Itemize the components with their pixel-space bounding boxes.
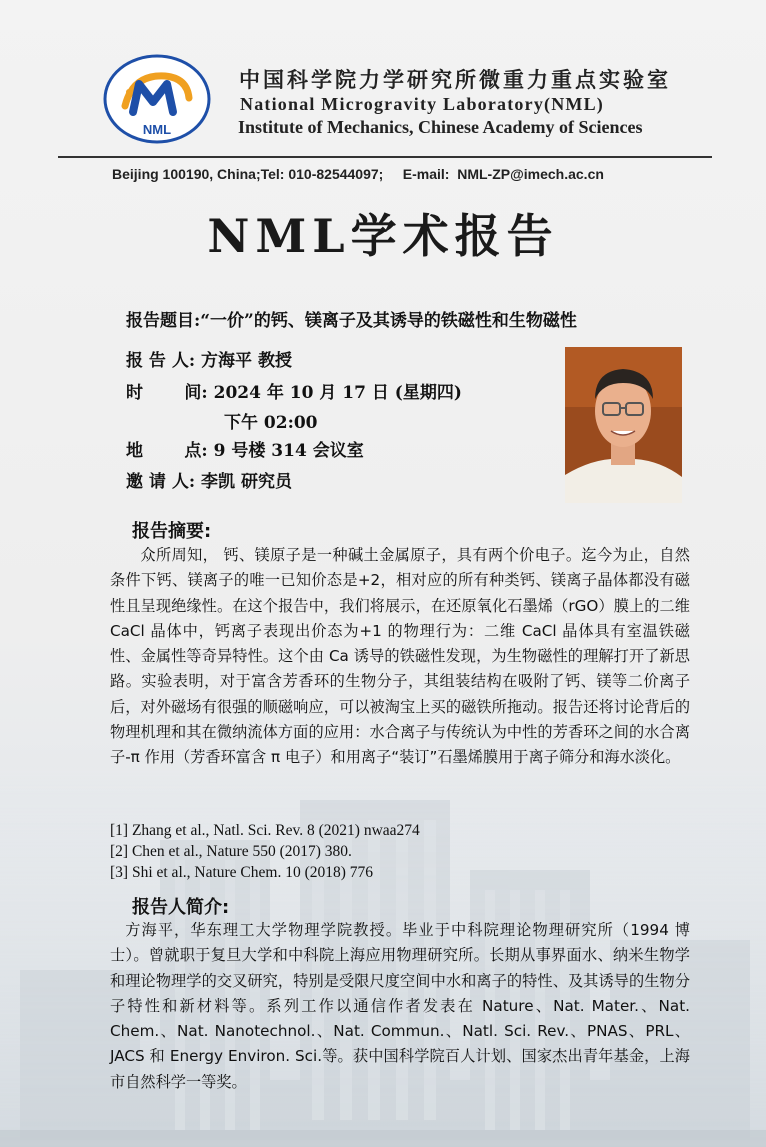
speaker-label: 报 告 人: (126, 351, 196, 371)
abstract-text (110, 543, 690, 771)
inviter-label: 邀 请 人: (126, 472, 196, 492)
contact-line: Beijing 100190, China;Tel: 010-82544097; E-mail: NML-ZP@imech.ac.cn (112, 166, 604, 182)
time-label: 时 间: (126, 383, 208, 403)
place-label: 地 点: (126, 441, 208, 461)
bio-text (110, 918, 690, 1095)
inviter-row (126, 467, 292, 492)
speaker-photo (565, 347, 682, 503)
inviter-value: 李凯 研究员 (201, 472, 292, 492)
time-row (126, 378, 462, 403)
org-name-en: National Microgravity Laboratory(NML) (240, 94, 605, 114)
time-value-line2: 下午 02:00 (224, 413, 318, 433)
poster-title: NML学术报告 (207, 209, 559, 263)
bio-heading: 报告人简介: (132, 897, 230, 918)
speaker-value: 方海平 教授 (201, 351, 292, 371)
nml-logo (103, 54, 211, 144)
topic-row (126, 306, 577, 331)
speaker-row (126, 346, 292, 371)
topic-value: “一价”的钙、镁离子及其诱导的铁磁性和生物磁性 (200, 311, 577, 331)
header-divider (58, 156, 712, 158)
reference-item: [2] Chen et al., Nature 550 (2017) 380. (110, 843, 352, 860)
reference-list (110, 820, 420, 883)
place-row (126, 436, 364, 461)
institute-name-en: Institute of Mechanics, Chinese Academy of Sciences (238, 117, 643, 137)
topic-label: 报告题目: (126, 311, 201, 331)
org-name-cn: 中国科学院力学研究所微重力重点实验室 (239, 68, 671, 92)
place-value: 9 号楼 314 会议室 (213, 441, 364, 461)
time-value: 2024 年 10 月 17 日 (星期四) (213, 383, 462, 403)
abstract-paragraph: 众所周知， 钙、镁原子是一种碱土金属原子，具有两个价电子。迄今为止，自然条件下钙、镁离子的唯一已知价态是+2，相对应的所有种类钙、镁离子晶体都没有磁性且呈现绝缘性。在这个报告中，我们将展示，在还原氧化石墨烯（rGO）膜上的二维 CaCl 晶体中，钙离子表现出价态为+1 的物理行为：二维 CaCl 晶体具有室温铁磁性、金属性等奇异特性。这个由 Ca 诱导的铁磁性发现，为生物磁性的理解打开了新思路。实验表明，对于富含芳香环的生物分子，其组装结构在吸附了钙、镁等二价离子后，对外磁场有很强的顺磁响应，可以被淘宝上买的磁铁所拖动。报告还将讨论背后的物理机理和其在微纳流体方面的应用：水合离子与传统认为中性的芳香环之间的水合离子-π 作用（芳香环富含 π 电子）和用离子“装订”石墨烯膜用于离子筛分和海水淡化。 (110, 546, 690, 767)
logo-text: NML (142, 122, 172, 137)
reference-item: [1] Zhang et al., Natl. Sci. Rev. 8 (2021) nwaa274 (110, 822, 420, 839)
reference-item: [3] Shi et al., Nature Chem. 10 (2018) 776 (110, 864, 374, 881)
bio-paragraph: 方海平，华东理工大学物理学院教授。毕业于中科院理论物理研究所（1994 博士）。曾就职于复旦大学和中科院上海应用物理研究所。长期从事界面水、纳米生物学和理论物理学的交叉研究，特别是受限尺度空间中水和离子的特性、及其诱导的生物分子特性和新材料等。系列工作以通信作者发表在 Nature、Nat. Mater.、Nat. Chem.、Nat. Nanotechnol.、Nat. Commun.、Natl. Sci. Rev.、PNAS、PRL、JACS 和 Energy Environ. Sci.等。获中国科学院百人计划、国家杰出青年基金，上海市自然科学一等奖。 (110, 921, 690, 1091)
abstract-heading: 报告摘要: (132, 521, 212, 542)
